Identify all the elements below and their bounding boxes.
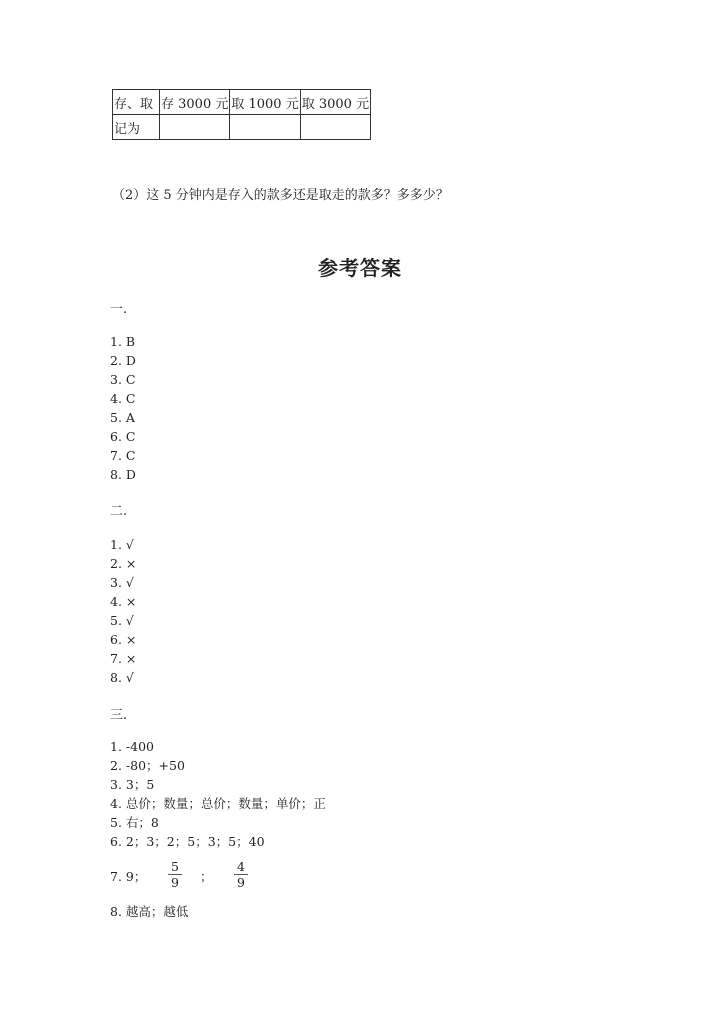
- page-title: 参考答案: [318, 256, 402, 280]
- list-item: 3. 3；5: [110, 777, 155, 792]
- fraction-numerator: 5: [171, 859, 179, 874]
- table-cell: 存 3000 元: [160, 90, 230, 115]
- answer-7-fractions: [110, 860, 310, 892]
- list-item: 1. B: [110, 334, 136, 349]
- list-item: 4. ×: [110, 594, 137, 609]
- table-cell: 取 3000 元: [300, 90, 370, 115]
- list-item: 2. ×: [110, 556, 137, 571]
- deposit-withdraw-table: [112, 89, 371, 140]
- list-item: 8. D: [110, 467, 136, 482]
- table-cell: [230, 115, 300, 140]
- list-item: 6. 2；3；2；5；3；5；40: [110, 834, 265, 849]
- section-one-heading: 一.: [110, 302, 128, 317]
- section-three-heading: 三.: [110, 708, 128, 723]
- fraction-denominator: 9: [171, 875, 179, 890]
- section-two-heading: 二.: [110, 504, 128, 519]
- answer-7-label: 7. 9；: [110, 869, 147, 884]
- list-item: 6. C: [110, 429, 136, 444]
- table-cell: 记为: [113, 115, 160, 140]
- list-item: 4. C: [110, 391, 136, 406]
- list-item: 8. √: [110, 670, 134, 685]
- answer-8: 8. 越高；越低: [110, 904, 189, 919]
- list-item: 5. A: [110, 410, 135, 425]
- list-item: 1. -400: [110, 739, 154, 754]
- table-cell: 取 1000 元: [230, 90, 300, 115]
- table-row: [113, 90, 371, 115]
- list-item: 4. 总价；数量；总价；数量；单价；正: [110, 796, 326, 811]
- fraction-five-ninths: [168, 860, 182, 889]
- list-item: 5. √: [110, 613, 134, 628]
- list-item: 3. C: [110, 372, 136, 387]
- table-cell: [300, 115, 370, 140]
- question-2: （2）这 5 分钟内是存入的款多还是取走的款多？多多少？: [112, 188, 449, 203]
- list-item: 5. 右；8: [110, 815, 159, 830]
- list-item: 6. ×: [110, 632, 137, 647]
- fraction-denominator: 9: [237, 875, 245, 890]
- table-row: [113, 115, 371, 140]
- list-item: 3. √: [110, 575, 134, 590]
- section-two-answers: [110, 535, 136, 687]
- list-item: 2. D: [110, 353, 136, 368]
- list-item: 7. C: [110, 448, 136, 463]
- list-item: 1. √: [110, 537, 134, 552]
- fraction-four-ninths: [234, 860, 248, 889]
- table-cell: [160, 115, 230, 140]
- section-three-answers: [110, 737, 326, 851]
- list-item: 7. ×: [110, 651, 137, 666]
- fraction-numerator: 4: [237, 859, 245, 874]
- fraction-separator: ；: [200, 869, 213, 884]
- list-item: 2. -80；+50: [110, 758, 185, 773]
- table-cell: 存、取: [113, 90, 160, 115]
- section-one-answers: [110, 332, 136, 484]
